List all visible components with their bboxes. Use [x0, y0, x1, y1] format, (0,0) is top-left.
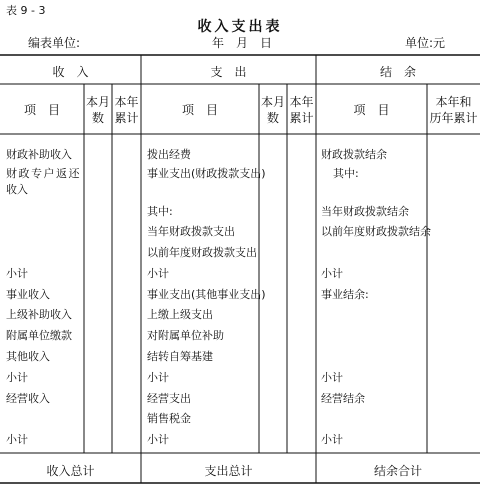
expense-item: 事业支出(财政拨款支出): [147, 167, 266, 180]
income-year-header-line2: 累计: [114, 111, 139, 125]
expense-item: 其中:: [147, 205, 173, 218]
expense-item-header: 项 目: [181, 103, 218, 117]
balance-hist-header-line1: 本年和: [435, 95, 472, 109]
page-title: 收入支出表: [197, 19, 283, 35]
income-total: 收入总计: [46, 464, 95, 478]
balance-item-header: 项 目: [353, 103, 390, 117]
section-header-balance: 结 余: [379, 65, 416, 79]
expense-subtotal: 小计: [147, 433, 169, 446]
income-year-header-line1: 本年: [114, 95, 139, 109]
income-month-header-line1: 本月: [85, 95, 110, 109]
balance-item: 事业结余:: [321, 288, 369, 301]
expense-item: 经营支出: [147, 392, 191, 405]
balance-item: 财政拨款结余: [321, 148, 387, 161]
income-subtotal: 小计: [6, 371, 28, 384]
unit-label: 单位:元: [405, 36, 446, 50]
balance-subtotal: 小计: [321, 433, 343, 446]
expense-item: 结转自筹基建: [147, 350, 213, 363]
income-item: 收入: [6, 183, 28, 196]
expense-month-header-line1: 本月: [260, 95, 285, 109]
income-item: 附属单位缴款: [6, 329, 72, 342]
expense-month-header-line2: 数: [266, 111, 279, 125]
income-item: 财政补助收入: [6, 148, 72, 161]
balance-subtotal: 小计: [321, 267, 343, 280]
income-item: 其他收入: [6, 350, 50, 363]
balance-item: 当年财政拨款结余: [321, 205, 409, 218]
date-year: 年: [212, 36, 225, 50]
expense-subtotal: 小计: [147, 371, 169, 384]
expense-item: 以前年度财政拨款支出: [147, 246, 257, 259]
date-day: 日: [260, 36, 273, 50]
income-subtotal: 小计: [6, 433, 28, 446]
balance-subtotal: 小计: [321, 371, 343, 384]
expense-item: 拨出经费: [147, 148, 191, 161]
section-header-expense: 支 出: [210, 65, 247, 79]
section-header-income: 收 入: [52, 65, 89, 79]
income-subtotal: 小计: [6, 267, 28, 280]
income-item: 上级补助收入: [6, 308, 72, 321]
expense-year-header-line2: 累计: [289, 111, 314, 125]
expense-item: 事业支出(其他事业支出): [147, 288, 266, 301]
org-label: 编表单位:: [28, 36, 81, 50]
expense-total: 支出总计: [204, 464, 253, 478]
balance-item: 以前年度财政拨款结余: [321, 225, 431, 238]
income-month-header-line2: 数: [91, 111, 104, 125]
expense-item: 上缴上级支出: [147, 308, 213, 321]
table-number: 表 9 - 3: [6, 4, 46, 17]
balance-item: 经营结余: [321, 392, 365, 405]
income-item-header: 项 目: [23, 103, 60, 117]
income-item: 经营收入: [6, 392, 50, 405]
date-month: 月: [236, 36, 249, 50]
income-item: 财政专户返还: [6, 167, 81, 180]
expense-subtotal: 小计: [147, 267, 169, 280]
expense-year-header-line1: 本年: [289, 95, 314, 109]
expense-item: 销售税金: [147, 412, 191, 425]
balance-item: 其中:: [333, 167, 359, 180]
balance-hist-header-line2: 历年累计: [429, 111, 478, 125]
income-item: 事业收入: [6, 288, 50, 301]
balance-total: 结余合计: [373, 464, 422, 478]
expense-item: 当年财政拨款支出: [147, 225, 235, 238]
expense-item: 对附属单位补助: [147, 329, 224, 342]
